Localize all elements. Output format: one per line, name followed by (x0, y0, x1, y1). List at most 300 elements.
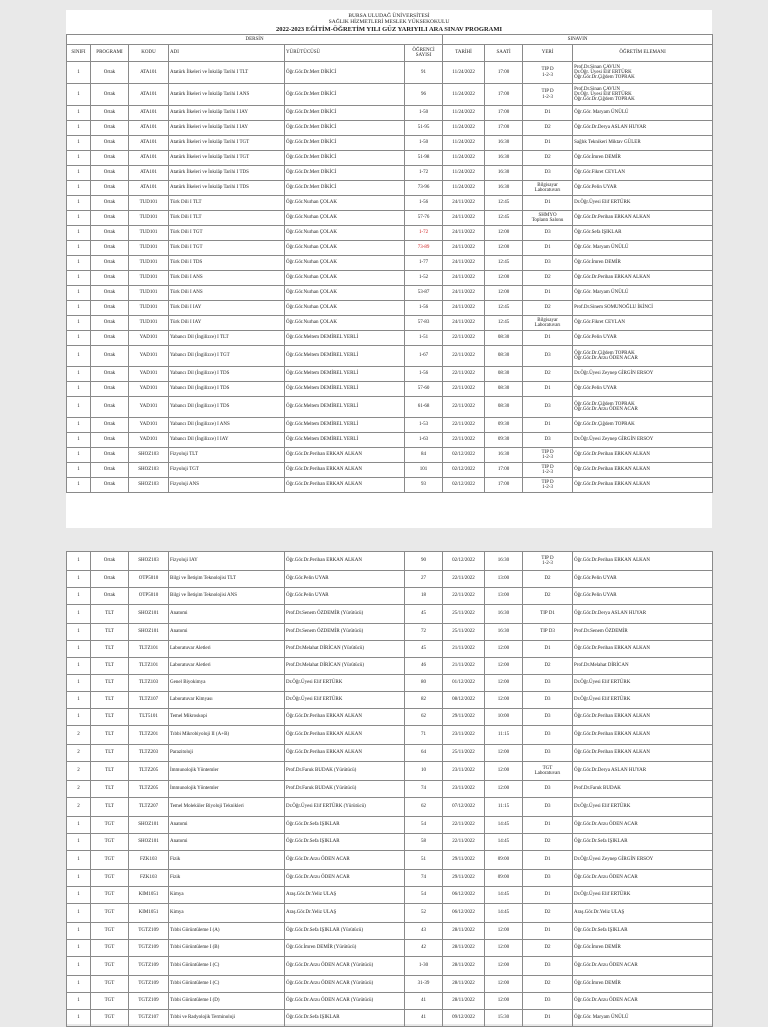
cell-program: Ortak (91, 271, 129, 286)
cell-eleman: Öğr.Gör.Dr.Perihan ERKAN ALKAN (573, 641, 713, 658)
cell-eleman: Öğr.Gör.Dr.Perihan ERKAN ALKAN (573, 709, 713, 726)
cell-eleman: Öğr.Gör.Dr.Derya ASLAN HUYAR (573, 121, 713, 136)
cell-sinif: 1 (67, 993, 91, 1010)
cell-yurutucu: Öğr.Gör.Dr.Perihan ERKAN ALKAN (285, 745, 405, 762)
table-row (67, 196, 713, 211)
cell-yer: D3 (523, 993, 573, 1010)
cell-program: Ortak (91, 106, 129, 121)
cell-yer: D2 (523, 121, 573, 136)
cell-yurutucu: Prof.Dr.Faruk BUDAK (Yürütücü) (285, 762, 405, 781)
cell-ad: Yabancı Dil (İngilizce) I TLT (169, 331, 285, 346)
cell-ad: Atatürk İlkeleri ve İnkılâp Tarihi I TGT (169, 151, 285, 166)
cell-sinif: 1 (67, 588, 91, 605)
cell-tarih: 28/11/2022 (443, 940, 485, 957)
cell-saat: 12:00 (485, 286, 523, 301)
table-row (67, 817, 713, 834)
col-yurutucu: YÜRÜTÜCÜSÜ (285, 45, 405, 62)
cell-yurutucu: Öğr.Gör.Nurhan ÇOLAK (285, 256, 405, 271)
cell-kod: SHOZ103 (129, 552, 169, 571)
cell-ad: Türk Dili I ANS (169, 286, 285, 301)
cell-saat: 14:45 (485, 904, 523, 923)
cell-tarih: 06/12/2022 (443, 904, 485, 923)
cell-program: TGT (91, 923, 129, 940)
cell-program: TGT (91, 957, 129, 976)
cell-tarih: 22/11/2022 (443, 588, 485, 605)
cell-program: Ortak (91, 552, 129, 571)
cell-saat: 10:00 (485, 709, 523, 726)
cell-eleman: Öğr.Gör.Dr.Çiğdem TOPRAK (573, 418, 713, 433)
cell-saat: 16:30 (485, 151, 523, 166)
cell-eleman: Dr.Öğr.Üyesi Elif ERTÜRK (573, 887, 713, 904)
cell-tarih: 22/11/2022 (443, 331, 485, 346)
cell-ogrenci: 27 (405, 571, 443, 588)
col-ogrenci: ÖĞRENCİ SAYISI (405, 45, 443, 62)
cell-saat: 12:00 (485, 271, 523, 286)
cell-tarih: 22/11/2022 (443, 397, 485, 418)
cell-kod: TUD101 (129, 301, 169, 316)
cell-yer: D1 (523, 106, 573, 121)
cell-sinif: 1 (67, 62, 91, 84)
cell-ogrenci: 1-30 (405, 957, 443, 976)
cell-sinif: 1 (67, 571, 91, 588)
cell-program: TGT (91, 834, 129, 851)
table-row (67, 552, 713, 571)
cell-yurutucu: Prof.Dr.Melahat DİRİCAN (Yürütücü) (285, 658, 405, 675)
cell-program: TLT (91, 624, 129, 641)
table-row (67, 316, 713, 331)
cell-tarih: 08/12/2022 (443, 692, 485, 709)
cell-ad: Yabancı Dil (İngilizce) I TDS (169, 382, 285, 397)
cell-saat: 12:00 (485, 675, 523, 692)
cell-eleman: Öğr.Gör.İmren DEMİR (573, 976, 713, 993)
cell-ogrenci: 57-60 (405, 382, 443, 397)
cell-eleman: Prof.Dr.Senem ÖZDEMİR (573, 624, 713, 641)
cell-kod: TLTZ101 (129, 658, 169, 675)
cell-tarih: 21/11/2022 (443, 658, 485, 675)
cell-yurutucu: Öğr.Gör.Dr.Perihan ERKAN ALKAN (285, 726, 405, 745)
cell-yer: D2 (523, 904, 573, 923)
cell-ogrenci: 80 (405, 675, 443, 692)
table-row (67, 62, 713, 84)
cell-yurutucu: Prof.Dr.Senem ÖZDEMİR (Yürütücü) (285, 624, 405, 641)
cell-tarih: 09/12/2022 (443, 1010, 485, 1027)
course-group-header: DERSİN (67, 35, 443, 45)
cell-ogrenci: 101 (405, 463, 443, 478)
cell-ad: Bilgi ve İletişim Teknolojisi TLT (169, 571, 285, 588)
cell-ogrenci: 74 (405, 781, 443, 798)
cell-yurutucu: Öğr.Gör.Dr.Perihan ERKAN ALKAN (285, 448, 405, 463)
cell-saat: 12:45 (485, 301, 523, 316)
cell-kod: TUD101 (129, 241, 169, 256)
cell-saat: 12:45 (485, 256, 523, 271)
cell-yurutucu: Öğr.Gör.Dr.Sefa IŞIKLAR (Yürütücü) (285, 923, 405, 940)
schedule-rows (67, 552, 713, 1027)
table-row (67, 256, 713, 271)
cell-ad: Atatürk İlkeleri ve İnkılâp Tarihi I ANS (169, 84, 285, 106)
cell-yurutucu: Öğr.Gör.Dr.Perihan ERKAN ALKAN (285, 463, 405, 478)
cell-yurutucu: Öğr.Gör.Dr.Arzu ÖDEN ACAR (285, 851, 405, 870)
cell-kod: TLTZ103 (129, 675, 169, 692)
cell-saat: 08:30 (485, 331, 523, 346)
cell-eleman: Dr.Öğr.Üyesi Zeynep GİRGİN ERSOY (573, 433, 713, 448)
cell-ogrenci: 93 (405, 478, 443, 493)
cell-saat: 16:30 (485, 624, 523, 641)
cell-sinif: 1 (67, 286, 91, 301)
cell-kod: TGTZ109 (129, 957, 169, 976)
cell-sinif: 1 (67, 904, 91, 923)
cell-yurutucu: Öğr.Gör.Nurhan ÇOLAK (285, 211, 405, 226)
cell-program: Ortak (91, 62, 129, 84)
cell-kod: TGTZ109 (129, 993, 169, 1010)
cell-tarih: 11/24/2022 (443, 181, 485, 196)
cell-tarih: 22/11/2022 (443, 433, 485, 448)
cell-ad: Tıbbi Görüntüleme I (C) (169, 957, 285, 976)
cell-kod: TUD101 (129, 211, 169, 226)
cell-yurutucu: Dr.Öğr.Üyesi Elif ERTÜRK (285, 692, 405, 709)
cell-sinif: 1 (67, 331, 91, 346)
cell-eleman: Öğr.Gör. Maryam ÜNÜLÜ (573, 241, 713, 256)
cell-tarih: 22/11/2022 (443, 418, 485, 433)
table-row (67, 940, 713, 957)
cell-yer: D1 (523, 136, 573, 151)
cell-sinif: 1 (67, 181, 91, 196)
table-row (67, 745, 713, 762)
table-row (67, 463, 713, 478)
cell-kod: TLTZ101 (129, 641, 169, 658)
cell-sinif: 1 (67, 887, 91, 904)
cell-eleman: Dr.Öğr.Üyesi Elif ERTÜRK (573, 692, 713, 709)
col-sinif: SINIFI (67, 45, 91, 62)
cell-saat: 11:15 (485, 726, 523, 745)
cell-kod: TLTZ107 (129, 692, 169, 709)
cell-tarih: 07/12/2022 (443, 798, 485, 817)
institution-name: BURSA ULUDAĞ ÜNİVERSİTESİ (348, 13, 430, 19)
cell-ogrenci: 57-76 (405, 211, 443, 226)
cell-eleman: Dr.Öğr.Üyesi Elif ERTÜRK (573, 798, 713, 817)
table-row (67, 367, 713, 382)
cell-saat: 13:00 (485, 571, 523, 588)
table-row (67, 675, 713, 692)
cell-yer: TIP D 1-2-3 (523, 448, 573, 463)
cell-tarih: 11/24/2022 (443, 151, 485, 166)
cell-sinif: 2 (67, 745, 91, 762)
cell-ad: Fizyoloji ANS (169, 478, 285, 493)
table-row (67, 762, 713, 781)
cell-kod: YAD101 (129, 433, 169, 448)
cell-tarih: 23/11/2022 (443, 762, 485, 781)
cell-tarih: 21/11/2022 (443, 641, 485, 658)
cell-kod: ATA101 (129, 106, 169, 121)
cell-kod: TUD101 (129, 271, 169, 286)
cell-program: TGT (91, 1010, 129, 1027)
cell-ad: İmmunolojik Yöntemler (169, 762, 285, 781)
cell-tarih: 02/12/2022 (443, 478, 485, 493)
cell-program: Ortak (91, 136, 129, 151)
cell-program: Ortak (91, 301, 129, 316)
cell-tarih: 29/11/2022 (443, 851, 485, 870)
cell-yurutucu: Prof.Dr.Faruk BUDAK (Yürütücü) (285, 781, 405, 798)
cell-yer: TIP D 1-2-3 (523, 463, 573, 478)
cell-yurutucu: Öğr.Gör.Dr.Arzu ÖDEN ACAR (Yürütücü) (285, 993, 405, 1010)
cell-eleman: Öğr.Gör.Dr.Arzu ÖDEN ACAR (573, 993, 713, 1010)
cell-program: TLT (91, 605, 129, 624)
cell-saat: 16:30 (485, 605, 523, 624)
table-row (67, 851, 713, 870)
cell-kod: SHOZ101 (129, 834, 169, 851)
cell-ad: Parazitoloji (169, 745, 285, 762)
cell-eleman: Öğr.Gör.Dr.Arzu ÖDEN ACAR (573, 817, 713, 834)
cell-kod: OTP5010 (129, 571, 169, 588)
cell-kod: ATA101 (129, 84, 169, 106)
table-row (67, 397, 713, 418)
cell-yer: D2 (523, 834, 573, 851)
cell-kod: SHOZ101 (129, 624, 169, 641)
cell-sinif: 1 (67, 624, 91, 641)
table-row (67, 658, 713, 675)
cell-saat: 16:30 (485, 166, 523, 181)
cell-sinif: 1 (67, 316, 91, 331)
cell-ad: Türk Dili I TLT (169, 211, 285, 226)
cell-program: Ortak (91, 588, 129, 605)
cell-sinif: 1 (67, 692, 91, 709)
cell-program: TLT (91, 781, 129, 798)
cell-program: TGT (91, 904, 129, 923)
cell-yer: D1 (523, 923, 573, 940)
cell-yer: Bilgisayar Laboratuvarı (523, 316, 573, 331)
cell-yer: D1 (523, 331, 573, 346)
cell-ogrenci: 62 (405, 798, 443, 817)
cell-ogrenci: 54 (405, 887, 443, 904)
cell-ad: Atatürk İlkeleri ve İnkılâp Tarihi I TDS (169, 166, 285, 181)
exam-schedule-table (66, 34, 713, 493)
cell-yurutucu: Öğr.Gör.Meltem DEMİREL YERLİ (285, 433, 405, 448)
cell-yer: D3 (523, 781, 573, 798)
cell-tarih: 22/11/2022 (443, 834, 485, 851)
cell-kod: TUD101 (129, 286, 169, 301)
cell-sinif: 1 (67, 433, 91, 448)
cell-ad: Yabancı Dil (İngilizce) I ANS (169, 418, 285, 433)
cell-eleman: Öğr.Gör.Pelin UYAR (573, 331, 713, 346)
cell-kod: TLTZ205 (129, 762, 169, 781)
cell-tarih: 22/11/2022 (443, 346, 485, 367)
cell-saat: 09:00 (485, 870, 523, 887)
cell-kod: YAD101 (129, 382, 169, 397)
cell-eleman: Öğr.Gör.İmren DEMİR (573, 151, 713, 166)
cell-program: TLT (91, 798, 129, 817)
cell-ad: Temel Mikroskopi (169, 709, 285, 726)
cell-ogrenci: 1-72 (405, 166, 443, 181)
table-row (67, 605, 713, 624)
cell-kod: SHOZ103 (129, 478, 169, 493)
table-row (67, 121, 713, 136)
cell-yer: D1 (523, 887, 573, 904)
cell-ogrenci: 46 (405, 658, 443, 675)
cell-sinif: 1 (67, 709, 91, 726)
cell-program: Ortak (91, 397, 129, 418)
cell-saat: 17:00 (485, 106, 523, 121)
school-name: SAĞLIK HİZMETLERİ MESLEK YÜKSEKOKULU (328, 19, 450, 25)
cell-sinif: 1 (67, 271, 91, 286)
schedule-rows (67, 62, 713, 493)
cell-ogrenci: 51-95 (405, 121, 443, 136)
table-row (67, 301, 713, 316)
table-row (67, 226, 713, 241)
cell-sinif: 1 (67, 241, 91, 256)
cell-tarih: 28/11/2022 (443, 923, 485, 940)
cell-sinif: 1 (67, 151, 91, 166)
cell-saat: 12:00 (485, 781, 523, 798)
cell-kod: YAD101 (129, 346, 169, 367)
cell-tarih: 24/11/2022 (443, 301, 485, 316)
cell-yurutucu: Öğr.Gör.Meltem DEMİREL YERLİ (285, 367, 405, 382)
cell-ad: Atatürk İlkeleri ve İnkılâp Tarihi I IAY (169, 121, 285, 136)
cell-yurutucu: Öğr.Gör.Dr.Arzu ÖDEN ACAR (Yürütücü) (285, 976, 405, 993)
cell-yer: D3 (523, 745, 573, 762)
cell-eleman: Öğr.Gör. Maryam ÜNÜLÜ (573, 106, 713, 121)
cell-ad: Anatomi (169, 605, 285, 624)
cell-yurutucu: Öğr.Gör.Nurhan ÇOLAK (285, 316, 405, 331)
cell-program: TLT (91, 675, 129, 692)
cell-sinif: 1 (67, 211, 91, 226)
cell-sinif: 1 (67, 834, 91, 851)
cell-yer: D3 (523, 675, 573, 692)
cell-yurutucu: Öğr.Gör.Dr.Perihan ERKAN ALKAN (285, 709, 405, 726)
cell-yer: D2 (523, 151, 573, 166)
cell-yurutucu: Öğr.Gör.Pelin UYAR (285, 588, 405, 605)
cell-ad: Laboratuvar Aletleri (169, 658, 285, 675)
cell-eleman: Öğr.Gör.İmren DEMİR (573, 256, 713, 271)
cell-ogrenci: 10 (405, 762, 443, 781)
cell-sinif: 1 (67, 301, 91, 316)
cell-kod: YAD101 (129, 367, 169, 382)
table-row (67, 448, 713, 463)
cell-kod: TLTZ203 (129, 745, 169, 762)
page-title: 2022-2023 EĞİTİM-ÖĞRETİM YILI GÜZ YARIYILI ARA SINAV PROGRAMI (275, 26, 503, 33)
cell-kod: ATA101 (129, 136, 169, 151)
cell-saat: 17:00 (485, 463, 523, 478)
cell-tarih: 24/11/2022 (443, 241, 485, 256)
cell-yer: D2 (523, 976, 573, 993)
cell-saat: 16:30 (485, 552, 523, 571)
cell-eleman: Öğr.Gör.Dr.Perihan ERKAN ALKAN (573, 726, 713, 745)
cell-program: Ortak (91, 331, 129, 346)
cell-yer: D3 (523, 957, 573, 976)
cell-saat: 12:00 (485, 226, 523, 241)
cell-tarih: 02/12/2022 (443, 463, 485, 478)
cell-yurutucu: Öğr.Gör.Meltem DEMİREL YERLİ (285, 397, 405, 418)
cell-saat: 17:00 (485, 478, 523, 493)
cell-yurutucu: Öğr.Gör.Meltem DEMİREL YERLİ (285, 418, 405, 433)
cell-ad: Türk Dili I TGT (169, 226, 285, 241)
table-row (67, 923, 713, 940)
cell-ogrenci: 54 (405, 817, 443, 834)
cell-program: TLT (91, 709, 129, 726)
cell-tarih: 22/11/2022 (443, 817, 485, 834)
cell-saat: 15:30 (485, 1010, 523, 1027)
cell-kod: TLT5101 (129, 709, 169, 726)
table-row (67, 957, 713, 976)
cell-yer: D2 (523, 588, 573, 605)
cell-yer: TIP D3 (523, 624, 573, 641)
cell-eleman: Prof.Dr.Melahat DİRİCAN (573, 658, 713, 675)
table-row (67, 211, 713, 226)
cell-saat: 12:00 (485, 957, 523, 976)
cell-yurutucu: Öğr.Gör.Dr.Mert DİKİCİ (285, 136, 405, 151)
cell-tarih: 25/11/2022 (443, 624, 485, 641)
cell-tarih: 23/11/2022 (443, 726, 485, 745)
cell-ogrenci: 42 (405, 940, 443, 957)
cell-saat: 12:00 (485, 762, 523, 781)
cell-kod: TUD101 (129, 256, 169, 271)
cell-yer: D1 (523, 641, 573, 658)
cell-tarih: 24/11/2022 (443, 211, 485, 226)
cell-saat: 09:30 (485, 418, 523, 433)
cell-eleman: Araş.Gör.Dr.Yeliz ULAŞ (573, 904, 713, 923)
cell-program: Ortak (91, 181, 129, 196)
cell-sinif: 2 (67, 798, 91, 817)
cell-eleman: Öğr.Gör.Dr.Arzu ÖDEN ACAR (573, 957, 713, 976)
cell-eleman: Dr.Öğr.Üyesi Elif ERTÜRK (573, 196, 713, 211)
cell-ad: İmmunolojik Yöntemler (169, 781, 285, 798)
cell-program: Ortak (91, 196, 129, 211)
table-row (67, 624, 713, 641)
cell-kod: ATA101 (129, 121, 169, 136)
cell-program: TLT (91, 726, 129, 745)
cell-tarih: 29/11/2022 (443, 709, 485, 726)
table-row (67, 588, 713, 605)
cell-ad: Türk Dili I TDS (169, 256, 285, 271)
table-row (67, 286, 713, 301)
cell-program: TLT (91, 745, 129, 762)
cell-yer: D2 (523, 658, 573, 675)
cell-saat: 09:00 (485, 851, 523, 870)
cell-ogrenci: 53-87 (405, 286, 443, 301)
cell-sinif: 1 (67, 957, 91, 976)
cell-ogrenci: 84 (405, 448, 443, 463)
cell-yer: D1 (523, 817, 573, 834)
cell-program: TGT (91, 817, 129, 834)
cell-yurutucu: Öğr.Gör.Dr.Mert DİKİCİ (285, 84, 405, 106)
cell-tarih: 02/12/2022 (443, 448, 485, 463)
cell-eleman: Öğr.Gör.Dr.Perihan ERKAN ALKAN (573, 552, 713, 571)
cell-sinif: 2 (67, 781, 91, 798)
cell-kod: TGTZ107 (129, 1010, 169, 1027)
cell-yurutucu: Öğr.Gör.Meltem DEMİREL YERLİ (285, 346, 405, 367)
cell-ogrenci: 74 (405, 870, 443, 887)
cell-ogrenci: 62 (405, 709, 443, 726)
cell-sinif: 1 (67, 84, 91, 106)
cell-eleman: Öğr.Gör.Dr.Perihan ERKAN ALKAN (573, 745, 713, 762)
cell-saat: 16:30 (485, 448, 523, 463)
cell-tarih: 24/11/2022 (443, 196, 485, 211)
cell-sinif: 1 (67, 641, 91, 658)
cell-ad: Tıbbi Mikrobiyoloji II (A+B) (169, 726, 285, 745)
document-header (66, 10, 712, 34)
cell-program: Ortak (91, 478, 129, 493)
cell-eleman: Öğr.Gör.Fikret CEYLAN (573, 166, 713, 181)
table-row (67, 692, 713, 709)
cell-kod: SHOZ103 (129, 448, 169, 463)
cell-tarih: 24/11/2022 (443, 256, 485, 271)
cell-yer: TGT Laboratuvarı (523, 762, 573, 781)
cell-kod: SHOZ101 (129, 817, 169, 834)
cell-ad: Atatürk İlkeleri ve İnkılâp Tarihi I TDS (169, 181, 285, 196)
cell-eleman: Öğr.Gör.Pelin UYAR (573, 181, 713, 196)
schedule-page-1 (66, 10, 712, 528)
cell-yurutucu: Öğr.Gör.Dr.Sefa IŞIKLAR (285, 817, 405, 834)
cell-program: TLT (91, 658, 129, 675)
cell-saat: 14:45 (485, 887, 523, 904)
